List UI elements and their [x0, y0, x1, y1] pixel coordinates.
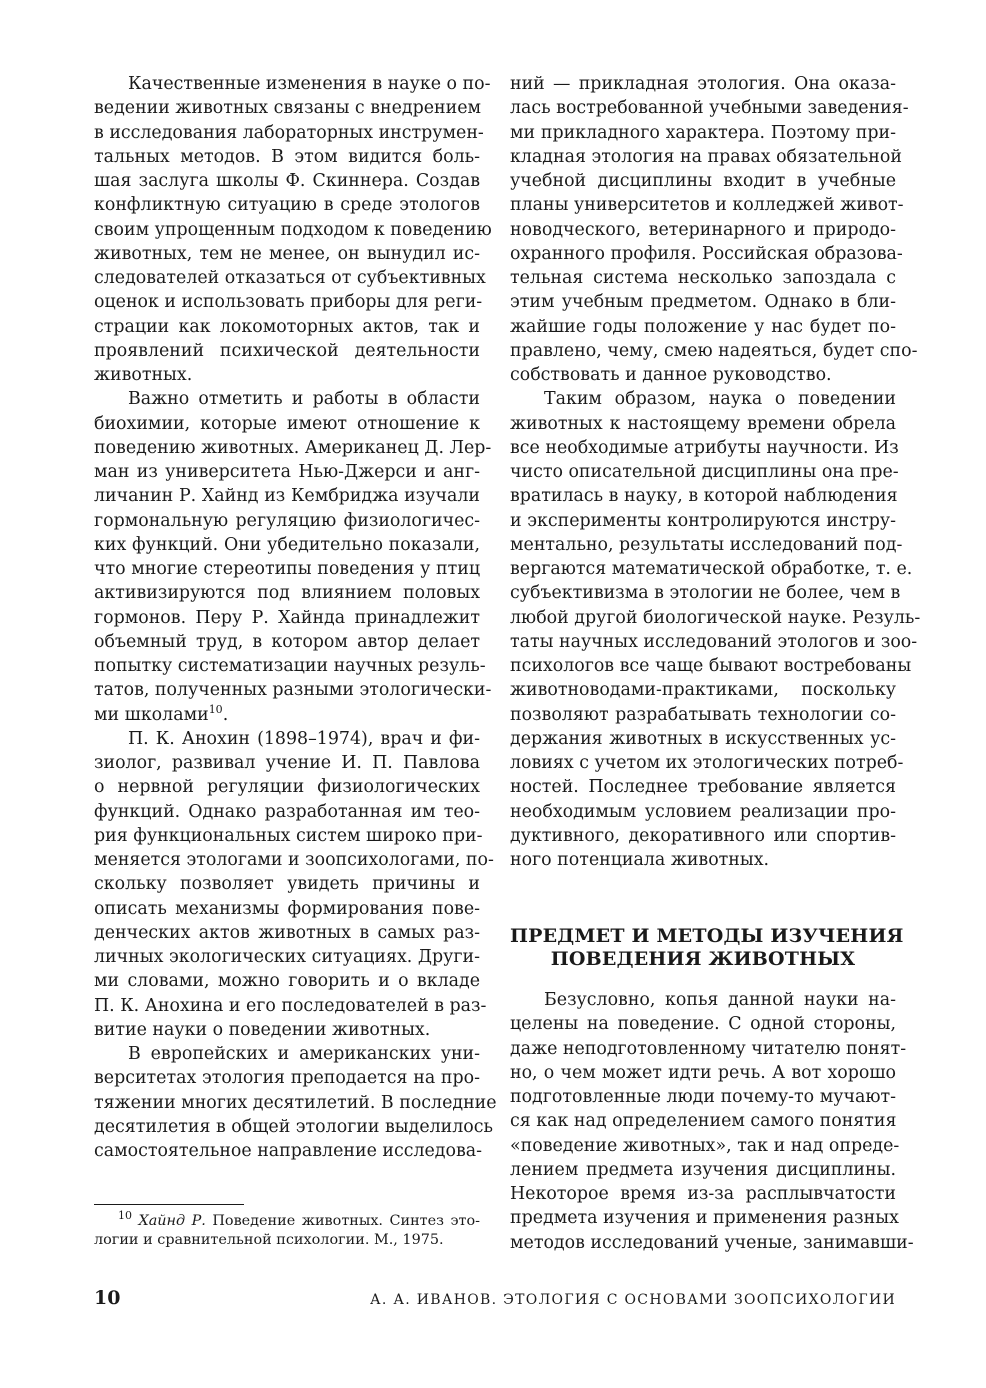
- text-line: конфликтную ситуацию в среде этологов: [94, 195, 480, 216]
- text-line: личанин Р. Хайнд из Кембриджа изучали: [94, 486, 480, 507]
- text-line: «поведение животных», так и над опреде-: [510, 1135, 900, 1156]
- text-line: Качественные изменения в науке о по-: [128, 74, 491, 94]
- text-line: предмета изучения и применения разных: [510, 1208, 899, 1229]
- text-fragment: ми школами: [94, 704, 209, 725]
- footnote-reference[interactable]: 10: [208, 702, 223, 716]
- section-body: [510, 988, 914, 1255]
- text-line: попытку систематизации научных резуль-: [94, 656, 486, 676]
- text-line: денческих актов животных в самых раз-: [94, 922, 480, 943]
- text-line: дуктивного, декоративного или спортив-: [510, 825, 896, 846]
- footnote-line: [94, 1209, 480, 1231]
- text-line: витие науки о поведении животных.: [94, 1019, 431, 1040]
- text-line: все необходимые атрибуты научности. Из: [510, 437, 899, 458]
- text-line: рия функциональных систем широко при-: [94, 825, 483, 846]
- text-line: ностей. Последнее требование является: [510, 777, 896, 798]
- text-line: страции как локомоторных актов, так и: [94, 316, 480, 337]
- text-line: меняется этологами и зоопсихологами, по-: [94, 850, 494, 870]
- text-line: животноводами-практиками, поскольку: [510, 680, 896, 701]
- text-line: скольку позволяет увидеть причины и: [94, 874, 480, 895]
- text-line: верситетах этология преподается на про-: [94, 1068, 480, 1089]
- text-line: татов, полученных разными этологически-: [94, 680, 492, 701]
- text-line: кладная этология на правах обязательной: [510, 146, 902, 167]
- footnote-line: логии и сравнительной психологии. М., 1975.: [94, 1232, 444, 1248]
- text-line: о нервной регуляции физиологических: [94, 777, 480, 798]
- text-line: ведении животных связаны с внедрением: [94, 98, 482, 119]
- text-line: лась востребованной учебными заведения-: [510, 98, 909, 119]
- text-line: личных экологических ситуациях. Други-: [94, 947, 480, 967]
- text-line: правлено, чему, смею надеяться, будет спо-: [510, 340, 918, 361]
- text-line: десятилетия в общей этологии выделилось: [94, 1116, 493, 1137]
- footnote: [94, 1209, 480, 1250]
- text-line: шая заслуга школы Ф. Скиннера. Создав: [94, 171, 480, 191]
- text-line: новодческого, ветеринарного и природо-: [510, 219, 896, 240]
- footnote-author: Хайнд Р.: [138, 1213, 206, 1229]
- footnote-text: Поведение животных. Синтез это-: [205, 1213, 480, 1229]
- text-line: животных.: [94, 365, 193, 385]
- text-line: объемный труд, в котором автор делает: [94, 631, 480, 652]
- text-line: ся как над определением самого понятия: [510, 1111, 897, 1132]
- text-line: животных к настоящему времени обрела: [510, 413, 896, 434]
- text-line: психологов все чаще бывают востребованы: [510, 656, 912, 676]
- text-line: активизируются под влиянием половых: [94, 583, 480, 604]
- text-line: но, о чем может идти речь. А вот хорошо: [510, 1062, 896, 1083]
- text-line: ман из университета Нью-Джерси и анг-: [94, 462, 480, 482]
- text-line: Безусловно, копья данной науки на-: [544, 990, 896, 1010]
- text-line: методов исследований ученые, занимавши-: [510, 1232, 914, 1253]
- text-line: лением предмета изучения дисциплины.: [510, 1159, 896, 1180]
- text-line: ми прикладного характера. Поэтому при-: [510, 122, 896, 143]
- text-line: даже неподготовленному читателю понят-: [510, 1038, 907, 1059]
- page-number: 10: [94, 1287, 121, 1309]
- text-line: любой другой биологической науке. Резуль-: [510, 607, 921, 628]
- text-line: следователей отказаться от субъективных: [94, 268, 486, 288]
- text-line: вергаются математической обработке, т. е.: [510, 559, 913, 579]
- text-line: охранного профиля. Российская образова-: [510, 243, 903, 264]
- text-line: тальных методов. В этом видится боль-: [94, 146, 480, 167]
- text-line: функций. Однако разработанная им тео-: [94, 801, 480, 822]
- text-line: своим упрощенным подходом к поведению: [94, 219, 492, 240]
- text-line: в исследования лабораторных инструмен-: [94, 122, 484, 143]
- text-line: Таким образом, наука о поведении: [544, 389, 896, 410]
- text-line: проявлений психической деятельности: [94, 340, 480, 361]
- text-line: ний — прикладная этология. Она оказа-: [510, 74, 896, 94]
- text-line: субъективизма в этологии не более, чем в: [510, 583, 901, 604]
- text-line: и эксперименты контролируются инстру-: [510, 510, 896, 531]
- text-line: собствовать и данное руководство.: [510, 365, 832, 385]
- text-line: оценок и использовать приборы для реги-: [94, 292, 483, 313]
- text-line: ми словами, можно говорить и о вкладе: [94, 971, 480, 992]
- text-line: учебной дисциплины входит в учебные: [510, 171, 896, 191]
- running-title: А. А. ИВАНОВ. ЭТОЛОГИЯ С ОСНОВАМИ ЗООПСИХОЛОГИИ: [369, 1292, 896, 1308]
- text-line: П. К. Анохина и его последователей в раз-: [94, 995, 487, 1016]
- text-line: биохимии, которые имеют отношение к: [94, 413, 480, 434]
- text-line: вратилась в науку, в которой наблюдения: [510, 486, 898, 507]
- section-heading-line: ПОВЕДЕНИЯ ЖИВОТНЫХ: [550, 948, 856, 970]
- text-line: самостоятельное направление исследова-: [94, 1141, 483, 1161]
- text-line: подготовленные люди почему-то мучают-: [510, 1087, 896, 1107]
- text-line: что многие стереотипы поведения у птиц: [94, 559, 480, 579]
- text-line: таты научных исследований этологов и зоо-: [510, 631, 918, 652]
- text-line: целены на поведение. С одной стороны,: [510, 1014, 896, 1035]
- text-line: тельная система несколько запоздала с: [510, 268, 896, 288]
- text-line: зиолог, развивал учение И. П. Павлова: [94, 753, 480, 773]
- section-heading-line: ПРЕДМЕТ И МЕТОДЫ ИЗУЧЕНИЯ: [510, 925, 904, 947]
- text-line: ких функций. Они убедительно показали,: [94, 534, 480, 555]
- section-heading: [510, 925, 904, 971]
- footnote-divider: [94, 1204, 244, 1205]
- text-line: ловиях с учетом их этологических потреб-: [510, 753, 904, 773]
- right-column: [510, 72, 921, 872]
- text-line: ного потенциала животных.: [510, 850, 770, 870]
- footnote-number: 10: [118, 1209, 132, 1223]
- text-line: описать механизмы формирования пове-: [94, 898, 480, 919]
- text-line: необходимым условием реализации про-: [510, 801, 896, 822]
- text-line: поведению животных. Американец Д. Лер-: [94, 437, 492, 458]
- text-line: тяжении многих десятилетий. В последние: [94, 1092, 497, 1113]
- text-line: Важно отметить и работы в области: [128, 389, 480, 410]
- text-line: чисто описательной дисциплины она пре-: [510, 462, 899, 482]
- text-line: гормональную регуляцию физиологичес-: [94, 510, 480, 531]
- text-line: животных, тем не менее, он вынудил ис-: [94, 243, 480, 264]
- text-line: Некоторое время из-за расплывчатости: [510, 1184, 896, 1204]
- text-line: ми школами$^{10}$.: [94, 702, 229, 725]
- text-line: гормонов. Перу Р. Хайнда принадлежит: [94, 607, 480, 628]
- text-line: этим учебным предметом. Однако в бли-: [510, 292, 896, 313]
- text-line: ментально, результаты исследований под-: [510, 534, 903, 555]
- text-line: позволяют разрабатывать технологии со-: [510, 704, 896, 725]
- left-column: [94, 72, 497, 1163]
- text-line: В европейских и американских уни-: [128, 1044, 480, 1064]
- text-line: планы университетов и колледжей живот-: [510, 195, 904, 216]
- text-line: П. К. Анохин (1898–1974), врач и фи-: [128, 728, 480, 749]
- text-line: жайшие годы положение у нас будет по-: [510, 316, 896, 337]
- text-line: держания животных в искусственных ус-: [510, 728, 896, 749]
